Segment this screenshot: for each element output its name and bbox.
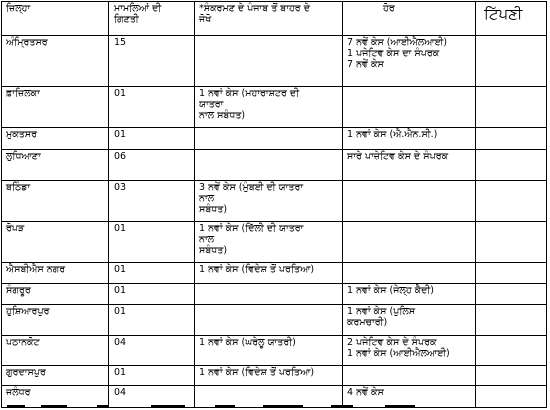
other-cell [343, 87, 476, 128]
outside-risk-cell [195, 336, 343, 366]
table-row [2, 150, 547, 181]
notes-cell [476, 336, 547, 366]
header-other: ਹੋਰ [343, 2, 476, 36]
table-row [2, 366, 547, 386]
other-line: 4 ਨਵੇਂ ਕੇਸ [347, 387, 384, 398]
table-row [2, 128, 547, 150]
table-row [2, 222, 547, 263]
other-cell [343, 128, 476, 150]
district-cell: ਰੋਪੜ [2, 222, 109, 263]
case-count-cell: 01 [109, 366, 195, 386]
case-count-cell: 03 [109, 181, 195, 222]
case-count-cell: 01 [109, 222, 195, 263]
other-cell [343, 222, 476, 263]
notes-cell [476, 128, 547, 150]
other-line: 1 ਨਵਾਂ ਕੇਸ (ਪੁਲਿਸ [347, 306, 416, 317]
other-line: ਕਰਮਚਾਰੀ) [347, 317, 388, 328]
outside-risk-line: 1 ਨਵਾਂ ਕੇਸ (ਘਰੇਲੂ ਯਾਤਰੀ) [199, 337, 296, 348]
outside-risk-line: ਨਾਲ [199, 234, 215, 245]
notes-cell [476, 181, 547, 222]
header-outside-line: *ਸੰਕਰਮਣ ਦੇ ਪੰਜਾਬ ਤੋਂ ਬਾਹਰ ਦੇ [199, 3, 310, 14]
outside-risk-cell [195, 284, 343, 305]
district-cases-table [1, 1, 547, 408]
other-cell [343, 181, 476, 222]
outside-risk-cell [195, 36, 343, 87]
table-row [2, 263, 547, 284]
outside-risk-line: 1 ਨਵਾਂ ਕੇਸ (ਵਿਦੇਸ਼ ਤੋਂ ਪਰਤਿਆ) [199, 264, 315, 275]
outside-risk-cell [195, 87, 343, 128]
outside-risk-cell [195, 222, 343, 263]
other-line: 1 ਨਵਾਂ ਕੇਸ (ਐ.ਐਨ.ਸੀ.) [347, 129, 438, 140]
notes-cell [476, 36, 547, 87]
case-count-cell: 01 [109, 263, 195, 284]
outside-risk-cell [195, 181, 343, 222]
other-line: 2 ਪਜੇਟਿਵ ਕੇਸ ਦੇ ਸੰਪਰਕ [347, 337, 437, 348]
header-outside-line: ਜੋਖੋ [199, 14, 212, 25]
table-row [2, 181, 547, 222]
table-row [2, 284, 547, 305]
district-cell: ਐਸਬੀਐਸ ਨਗਰ [2, 263, 109, 284]
district-cell: ਜਲੰਧਰ [2, 386, 109, 408]
outside-risk-cell [195, 366, 343, 386]
other-cell [343, 36, 476, 87]
header-case-count [109, 2, 195, 36]
cropped-next-line [1, 404, 546, 410]
outside-risk-line: ਨਾਲ ਸਬੰਧਤ) [199, 110, 246, 121]
table-row [2, 305, 547, 336]
case-count-cell: 01 [109, 87, 195, 128]
case-count-cell: 04 [109, 336, 195, 366]
header-case-count-line: ਮਾਮਲਿਆਂ ਦੀ [114, 3, 162, 14]
header-district: ਜ਼ਿਲ੍ਹਾ [2, 2, 109, 36]
district-cell: ਮੁਕਤਸਰ [2, 128, 109, 150]
other-line: 1 ਨਵਾਂ ਕੇਸ (ਜੇਲ੍ਹ ਕੈਦੀ) [347, 285, 435, 296]
outside-risk-cell [195, 263, 343, 284]
other-cell [343, 284, 476, 305]
case-count-cell: 06 [109, 150, 195, 181]
table-row [2, 336, 547, 366]
outside-risk-cell [195, 128, 343, 150]
header-case-count-line: ਗਿਣਤੀ [114, 14, 139, 25]
outside-risk-line: 1 ਨਵਾਂ ਕੇਸ (ਮਹਾਰਾਸ਼ਟਰ ਦੀ [199, 88, 300, 99]
other-line: 1 ਪਜੇਟਿਵ ਕੇਸ ਦਾ ਸੰਪਰਕ [347, 48, 440, 59]
other-line: 7 ਨਵੇਂ ਕੇਸ [347, 59, 384, 70]
other-cell [343, 150, 476, 181]
outside-risk-line: ਯਾਤਰਾ [199, 99, 224, 110]
district-cell: ਪਠਾਨਕੋਟ [2, 336, 109, 366]
district-cell: ਗੁਰਦਾਸਪੁਰ [2, 366, 109, 386]
outside-risk-cell [195, 150, 343, 181]
header-notes: ਟਿੱਪਣੀ [476, 2, 547, 36]
district-cell: ਬਠਿੰਡਾ [2, 181, 109, 222]
case-count-cell: 04 [109, 386, 195, 408]
notes-cell [476, 366, 547, 386]
case-count-cell: 01 [109, 284, 195, 305]
other-cell [343, 336, 476, 366]
district-cell: ਲੁਧਿਆਣਾ [2, 150, 109, 181]
table-row [2, 36, 547, 87]
district-cell: ਫ਼ਾਜ਼ਿਲਕਾ [2, 87, 109, 128]
notes-cell [476, 305, 547, 336]
outside-risk-line: ਸਬੰਧਤ) [199, 204, 228, 215]
table-row [2, 87, 547, 128]
case-count-cell: 01 [109, 128, 195, 150]
other-line: 1 ਨਵਾਂ ਕੇਸ (ਆਈਐਲਆਈ) [347, 348, 450, 359]
notes-cell [476, 150, 547, 181]
outside-risk-line: 1 ਨਵਾਂ ਕੇਸ (ਵਿਦੇਸ਼ ਤੋਂ ਪਰਤਿਆ) [199, 367, 315, 378]
other-line: ਸਾਰੇ ਪਾਜ਼ੇਟਿਵ ਕੇਸ ਦੇ ਸੰਪਰਕ [347, 151, 449, 162]
other-line: 7 ਨਵੇਂ ਕੇਸ (ਆਈਐਲਆਈ) [347, 37, 448, 48]
notes-cell [476, 222, 547, 263]
other-cell [343, 366, 476, 386]
outside-risk-line: ਨਾਲ [199, 193, 215, 204]
district-cell: ਅੰਮ੍ਰਿਤਸਰ [2, 36, 109, 87]
notes-cell [476, 263, 547, 284]
notes-cell [476, 87, 547, 128]
outside-risk-line: ਸਬੰਧਤ) [199, 245, 228, 256]
case-count-cell: 15 [109, 36, 195, 87]
outside-risk-line: 1 ਨਵਾਂ ਕੇਸ (ਦਿੱਲੀ ਦੀ ਯਾਤਰਾ [199, 223, 304, 234]
district-cell: ਹੁਸ਼ਿਆਰਪੁਰ [2, 305, 109, 336]
table-header-row [2, 2, 547, 36]
header-outside-punjab-risk [195, 2, 343, 36]
outside-risk-cell [195, 305, 343, 336]
outside-risk-line: 3 ਨਵੇਂ ਕੇਸ (ਮੁੰਬਈ ਦੀ ਯਾਤਰਾ [199, 182, 304, 193]
notes-cell [476, 284, 547, 305]
district-cell: ਸੰਗਰੂਰ [2, 284, 109, 305]
case-count-cell: 01 [109, 305, 195, 336]
other-cell [343, 263, 476, 284]
other-cell [343, 305, 476, 336]
